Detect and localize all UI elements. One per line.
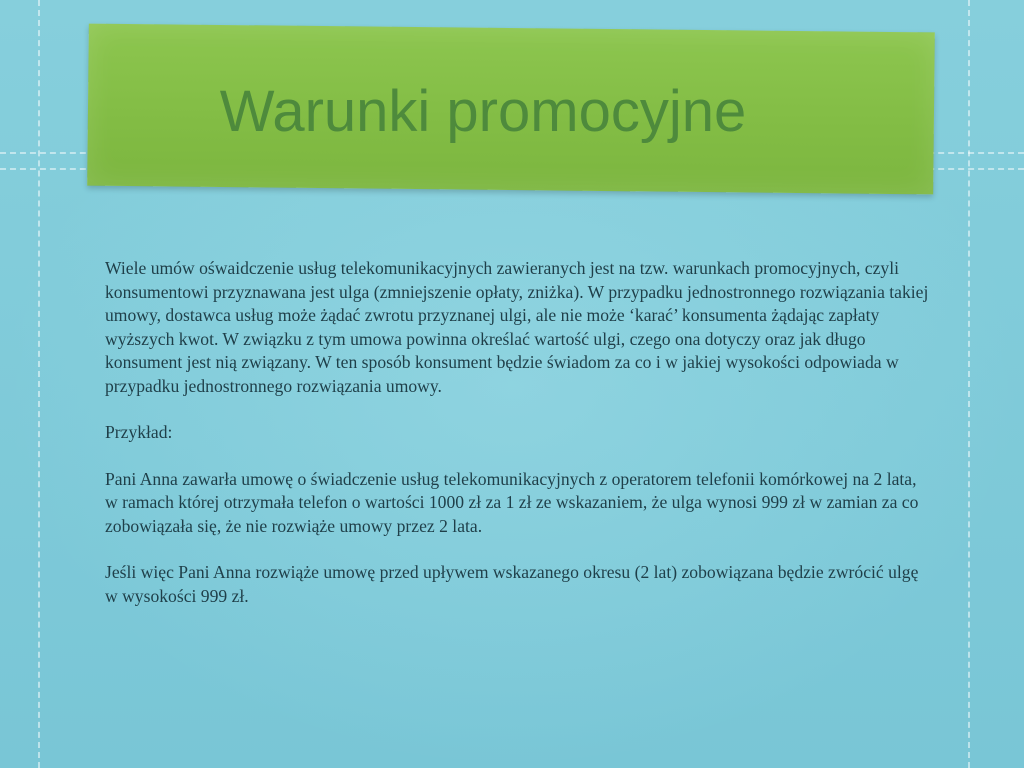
slide-body: [105, 257, 930, 631]
intro-paragraph: Wiele umów ośwaidczenie usług telekomunikacyjnych zawieranych jest na tzw. warunkach promocyjnych, czyli konsumentowi przyznawana jest ulga (zmniejszenie opłaty, zniżka). W przypadku jednostronnego rozwiązania takiej umowy, dostawca usług może żądać zwrotu przyznanej ulgi, ale nie może ‘karać’ konsumenta żądając zapłaty wyższych kwot. W związku z tym umowa powinna określać wartość ulgi, czego ona dotyczy oraz jak długo konsument jest nią związany. W ten sposób konsument będzie świadom za co i w jakiej wysokości odpowiada w przypadku jednostronnego rozwiązania umowy.: [105, 258, 929, 396]
example-heading: Przykład:: [105, 422, 173, 442]
conclusion-paragraph: Jeśli więc Pani Anna rozwiąże umowę przed upływem wskazanego okresu (2 lat) zobowiązana będzie zwrócić ulgę w wysokości 999 zł.: [105, 562, 919, 606]
stitch-line: [968, 0, 970, 768]
slide-title: Warunki promocyjne: [219, 79, 747, 144]
stitch-line: [38, 0, 40, 768]
example-paragraph: Pani Anna zawarła umowę o świadczenie usług telekomunikacyjnych z operatorem telefonii komórkowej na 2 lata, w ramach której otrzymała telefon o wartości 1000 zł za 1 zł ze wskazaniem, że ulga wynosi 999 zł w zamian za co zobowiązała się, że nie rozwiąże umowy przez 2 lata.: [105, 468, 919, 536]
